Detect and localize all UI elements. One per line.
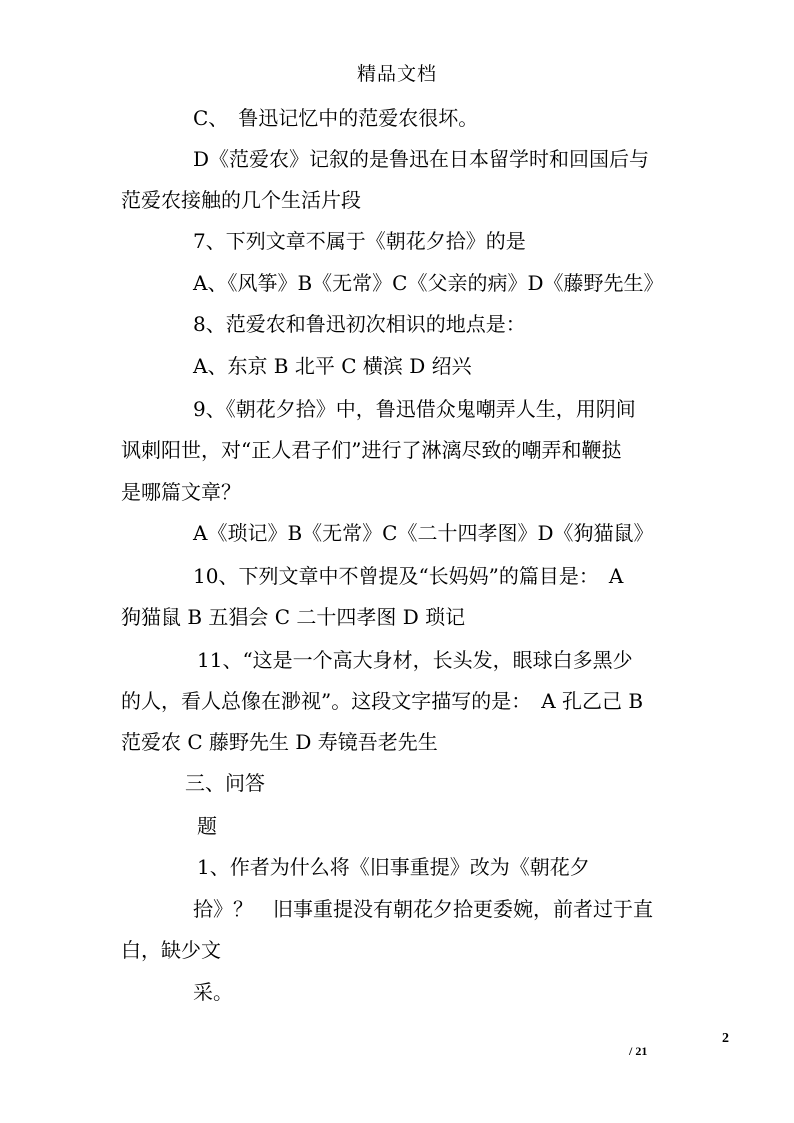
answer-1-line-2: 拾》？ 旧事重提没有朝花夕拾更委婉，前者过于直	[193, 897, 653, 921]
question-10-line-1: 10、下列文章中不曾提及“长妈妈”的篇目是： A	[193, 564, 624, 588]
question-8: 8、范爱农和鲁迅初次相识的地点是：	[193, 312, 526, 336]
question-9-line-2: 讽刺阳世，对“正人君子们”进行了淋漓尽致的嘲弄和鞭挞	[121, 438, 622, 462]
question-9-line-1: 9、《朝花夕拾》中，鲁迅借众鬼嘲弄人生，用阴间	[193, 397, 636, 421]
page-number: 2	[722, 1031, 729, 1046]
question-9-options: A《琐记》B《无常》C《二十四孝图》D《狗猫鼠》	[193, 521, 654, 545]
page-total: / 21	[629, 1044, 648, 1058]
section-three-heading-cont: 题	[197, 814, 217, 838]
answer-1-line-1: 1、作者为什么将《旧事重提》改为《朝花夕	[197, 855, 590, 879]
question-10-line-2: 狗猫鼠 B 五猖会 C 二十四孝图 D 琐记	[121, 605, 466, 629]
question-11-line-3: 范爱农 C 藤野先生 D 寿镜吾老先生	[121, 730, 438, 754]
section-three-heading: 三、问答	[185, 771, 265, 795]
option-c-line: C、 鲁迅记忆中的范爱农很坏。	[193, 106, 479, 130]
option-d-line-1: D《范爱农》记叙的是鲁迅在日本留学时和回国后与	[193, 147, 650, 171]
answer-1-line-4: 采。	[193, 980, 233, 1004]
answer-1-line-3: 白，缺少文	[121, 938, 221, 962]
question-7: 7、下列文章不属于《朝花夕拾》的是	[193, 229, 526, 253]
question-8-options: A、东京 B 北平 C 横滨 D 绍兴	[193, 354, 472, 378]
question-11-line-2: 的人，看人总像在渺视”。这段文字描写的是： A 孔乙己 B	[121, 689, 644, 713]
question-11-line-1: 11、“这是一个高大身材，长头发，眼球白多黑少	[197, 648, 633, 672]
option-d-line-2: 范爱农接触的几个生活片段	[121, 188, 361, 212]
question-9-line-3: 是哪篇文章？	[121, 480, 241, 504]
page-header-title: 精品文档	[356, 63, 437, 85]
question-7-options: A、《风筝》B《无常》C《父亲的病》D《藤野先生》	[193, 271, 664, 295]
